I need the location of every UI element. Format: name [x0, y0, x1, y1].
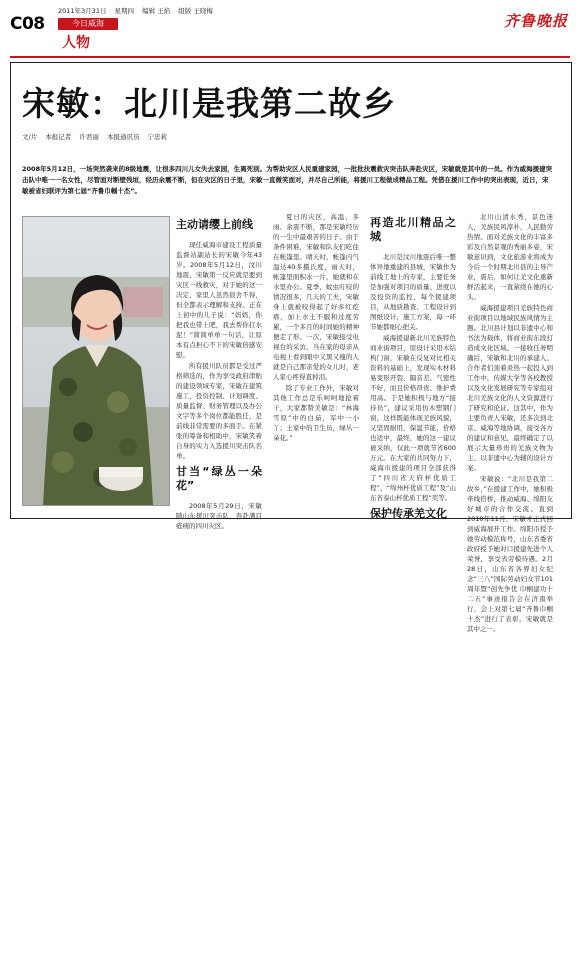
- subheading: 甘当“绿丛一朵花”: [176, 465, 262, 492]
- layout-credit: 组版 王晓梅: [178, 7, 213, 15]
- byline-part: 文/片: [22, 133, 38, 141]
- article-column-4: [467, 212, 553, 635]
- article-byline: [22, 132, 173, 141]
- issue-date: 2011年3月31日: [58, 7, 107, 15]
- paragraph: 威海援建新北川羌族特色商业街项目，原设计采用木结构门窗，宋敏在反复对比相关资料的基础上，发现实木材料易变形开裂、隔音差、气密性不好，而且价格昂贵、维护费用高。于是她积极与地方“接待员”，建议采用仿木塑钢门窗，这样既能体现羌族风貌，又坚固耐用，保温节能，价格也适中，最终，她的这一建议被采纳，仅此一项就节省600万元。在大家的共同努力下，威海市援建的项目全部获得了“四川省天府杯优质工程”，“绵州杯优质工程”及“山东省泰山杯优质工程”奖等。: [370, 334, 456, 502]
- article-column-2: [273, 212, 359, 444]
- paragraph: 宋敏说：“北川是我第二故乡，”在援建工作中，她积极牵线搭桥，推动威海、绵阳友好城市的合作交流。直到2010年11月，宋敏才正式回到威海展开工作。绵阳市授予她劳动模范称号，山东省委省政府授予她对口援建先进个人荣誉，享受省劳模待遇。2月28日，山东省各界妇女纪念“三八”国际劳动妇女节101周年暨“创先争优 巾帼建功十二五”事迹报告会在济南举行，会上对第七届“齐鲁巾帼十杰”进行了表彰，宋敏就是其中之一。: [467, 475, 553, 633]
- section-box: [58, 18, 118, 51]
- date-line: [58, 6, 219, 15]
- newspaper-logo: 齐鲁晚报: [503, 12, 568, 30]
- byline-part: 宁忠莉: [147, 133, 168, 141]
- article-lede: 2008年5月12日，一场突然袭来的8级地震，让很多四川儿女失去家园，生离死别。为帮助灾区人民重建家园，一批批扶震救灾突击队奔赴灾区，宋敏就是其中的一员。作为威海援建突击队中唯一一名女性，尽管面对断壁残垣，经历余震不断，但在灾区的日子里，宋敏一直微笑面对，并尽自己所能，将援川工程做成精品工程。凭借在援川工作中的突出表现，近日，宋敏被省妇联评为第七届“齐鲁巾帼十杰”。: [22, 165, 553, 195]
- subheading: 主动请缨上前线: [176, 218, 253, 231]
- issue-weekday: 星期四: [114, 7, 135, 15]
- page-header: [0, 0, 580, 58]
- paragraph: 威海援建项目羌族特色商业街项目以地域民族风情为主题。北川县计划以非遗中心和书法为载体，将商业街东段打造成文化区域。一接收任务明确后，宋敏和北川的承建人、合作者们顶着炎热一起投入到工作中，传媒大学等各校教授以及文化发展研究等专家组对北川羌族文化的人文资源进行了研究和论证。这其中，作为主要负责人宋敏，还多次到北京、威海等地协调，接受各方的建议和意见，最终确定了以展示大量珍贵的羌族文物为主、以非遗中心为辅的设计方案。: [467, 304, 553, 472]
- paragraph: 夏日的灾区，高温、多雨、余震不断，那是宋敏经历的一生中最艰苦的日子。由于条件困难，宋敏和队友们吃住在帐篷里。晴天时，帐篷内气温达40多摄氏度，雨天时，帐篷里面积水一片，她就和在水里办公。夏季，蚊虫叮咬的情况很多，几天的工夫，宋敏身上就被咬得起了好多红疙瘩，加上水土不服和过度劳累，一个多月的时间她的精神便走了形。一次，宋敏接受电视台的采访，当在家的母亲从电视上看到眼中又黑又瘦的人就是自己那亲爱的女儿时，老人家心疼得直掉泪。: [273, 213, 359, 381]
- section-tag: 今日威海: [58, 18, 118, 30]
- paragraph: 2008年5月29日，宋敏随山东援川突击队，奔赴满目疮痍的四川灾区。: [176, 502, 262, 530]
- article-headline: 宋敏：北川是我第二故乡: [22, 84, 396, 123]
- subheading: 保护传承羌文化: [370, 507, 447, 520]
- byline-part: 本报记者: [45, 133, 72, 141]
- paragraph: 所有援川队员都是受过严格筛选的，作为享受政府津贴的建设领域专家，宋敏在建筑施工、投资控制、计划调度、质量监督、财务管理以及办公文字等多个岗位都能胜任，是前线非常需要的多面手。在紧张的筹备和相助中，宋敏笑着自身的实力入选援川突击队名单。: [176, 362, 262, 460]
- portrait-photo: [22, 216, 170, 506]
- paragraph: 北川山清水秀，景色迷人，羌族民风淳朴，人民勤劳热情。面对羌族文化的丰富多彩及自然景观的秀丽多姿，宋敏意识到，文化旅游业将成为今后一个时期北川县的主导产业，震后，如何让羌文化重新鲜活起来，一直萦绕在她的心头。: [467, 213, 553, 301]
- paragraph: 现任威海市建设工程质量监督站副站长的宋敏今年43岁。2008年5月12日，汶川地震，宋敏第一反应就是要到灾区一线救灾，对于她的这一决定，家里人虽然很舍不得，但全都表示理解和支持。正在上初中的儿子说：“妈妈，你把我也带上吧，我去帮你扛水泥！”简简单单一句话，让原本有点担心不下的宋敏倍感安慰。: [176, 241, 262, 359]
- article-column-1: [176, 214, 262, 532]
- editor-credit: 编辑 王焰: [142, 7, 171, 15]
- byline-part: 许君丽: [79, 133, 99, 141]
- portrait-illustration: [23, 217, 169, 505]
- article-column-3: [370, 212, 456, 529]
- header-rule: [10, 56, 570, 58]
- page-number: C08: [10, 14, 45, 34]
- subheading: 再造北川精品之城: [370, 216, 456, 243]
- paragraph: 除了专业工作外，宋敏对其他工作总是乐呵呵地抢着干，大家都赞美敏是：“林海雪原”中的白茹，军中一小丫；土家中的卫生员，绿丛一朵花。”: [273, 384, 359, 442]
- paragraph: 北川是汶川地震后唯一整体异地重建的县城，宋敏作为前线工地上的专家，主要任务是加强对项目的质量、进度以及投资的监控，每个援建项目，从地质勘查、工程设计到图纸设计，施工方案，每一环节她都细心把关。: [370, 253, 456, 331]
- section-name: 人物: [62, 35, 90, 51]
- byline-part: 本报通讯员: [106, 133, 140, 141]
